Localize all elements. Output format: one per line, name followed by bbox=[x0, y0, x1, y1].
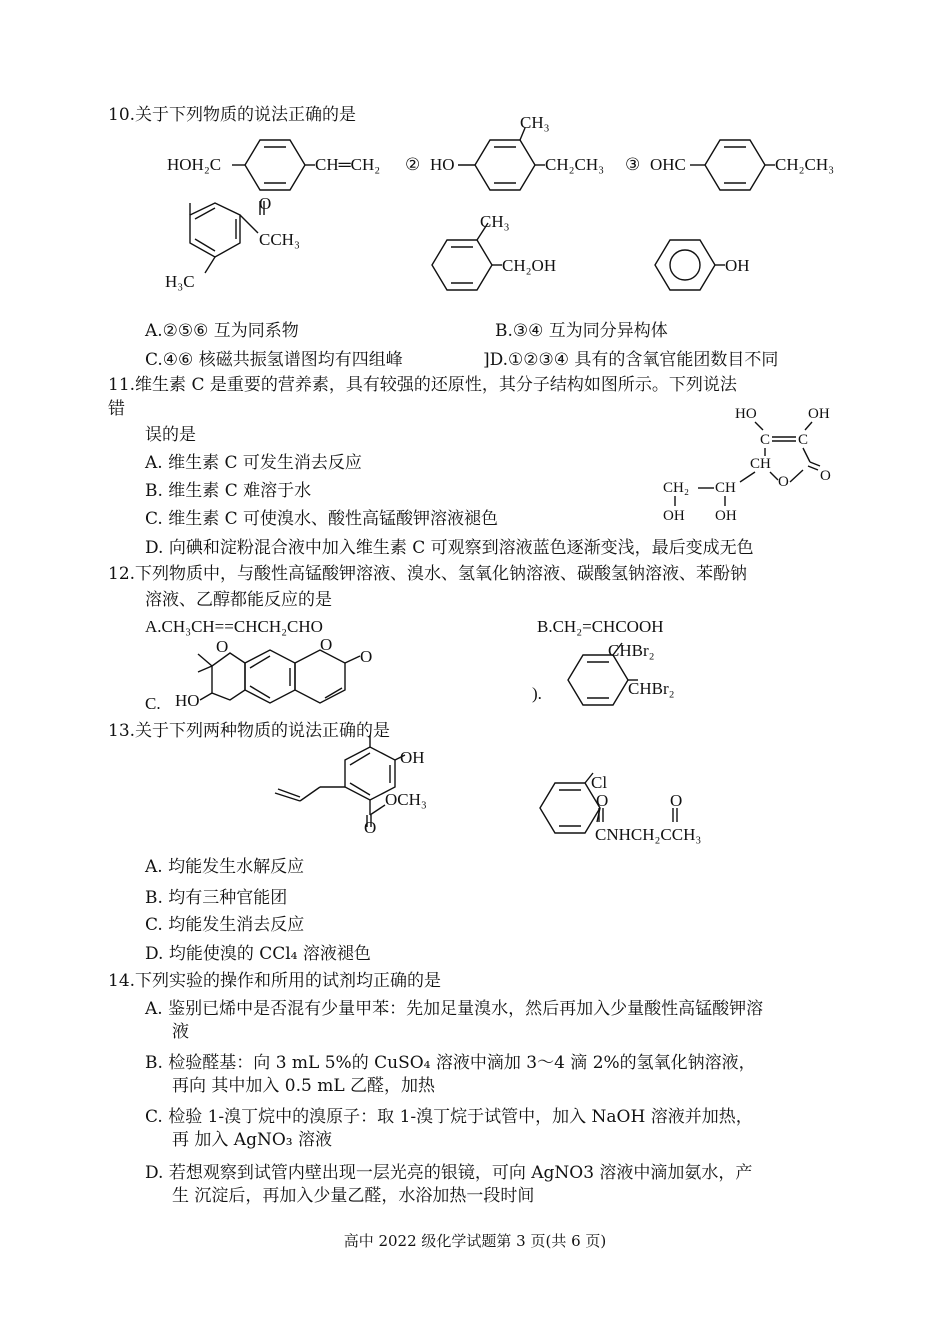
q11-option-d: D. 向碘和淀粉混合液中加入维生素 C 可观察到溶液蓝色逐渐变浅，最后变成无色 bbox=[145, 538, 754, 558]
m6-right: OH bbox=[725, 256, 750, 275]
q13-option-a: A. 均能发生水解反应 bbox=[145, 857, 305, 877]
q12-option-d-structure bbox=[560, 638, 710, 713]
svg-text:CH: CH bbox=[750, 456, 771, 472]
svg-text:OH: OH bbox=[400, 748, 425, 767]
m2-left: HO bbox=[430, 155, 455, 174]
svg-text:O: O bbox=[778, 474, 789, 490]
q10-molecules-row2 bbox=[160, 195, 800, 300]
svg-text:Cl: Cl bbox=[591, 773, 608, 792]
svg-text:HO: HO bbox=[175, 691, 200, 710]
q13-option-c: C. 均能发生消去反应 bbox=[145, 915, 305, 935]
n3: ③ bbox=[625, 155, 641, 174]
svg-text:CHBr₂: CHBr₂ bbox=[608, 641, 655, 660]
svg-text:OH: OH bbox=[663, 508, 685, 524]
q11-stem-line1: 11.维生素 C 是重要的营养素，具有较强的还原性，其分子结构如图所示。下列说法 bbox=[108, 375, 737, 395]
m4-bottom: H₃C bbox=[165, 272, 195, 291]
q12-option-c-structure bbox=[170, 635, 400, 718]
svg-text:O: O bbox=[364, 818, 377, 837]
q11-option-c: C. 维生素 C 可使溴水、酸性高锰酸钾溶液褪色 bbox=[145, 509, 499, 529]
q14-stem: 14.下列实验的操作和所用的试剂均正确的是 bbox=[108, 971, 442, 991]
q14-option-d-line2: 生 沉淀后，再加入少量乙醛，水浴加热一段时间 bbox=[172, 1186, 535, 1206]
q10-option-d: ]D.①②③④ 具有的含氧官能团数目不同 bbox=[483, 350, 779, 370]
q13-molecule-a bbox=[270, 735, 450, 835]
svg-text:CH: CH bbox=[715, 480, 736, 496]
q10-option-a: A.②⑤⑥ 互为同系物 bbox=[145, 321, 299, 341]
q12-stem-line1: 12.下列物质中，与酸性高锰酸钾溶液、溴水、氢氧化钠溶液、碳酸氢钠溶液、苯酚钠 bbox=[108, 564, 748, 584]
m5-top: CH₃ bbox=[480, 212, 510, 231]
svg-text:OH: OH bbox=[715, 508, 737, 524]
q14-option-a-line2: 液 bbox=[172, 1022, 189, 1042]
q14-option-c-line1: C. 检验 1-溴丁烷中的溴原子：取 1-溴丁烷于试管中，加入 NaOH 溶液并加热， bbox=[145, 1107, 753, 1127]
q12-option-d-label: ). bbox=[532, 684, 542, 703]
q12-option-c-label: C. bbox=[145, 694, 161, 713]
q10-molecules-row1 bbox=[160, 113, 850, 195]
m2-right: CH₂CH₃ bbox=[545, 155, 605, 174]
q12-option-b: B.CH₂=CHCOOH bbox=[537, 617, 664, 636]
q13-option-d: D. 均能使溴的 CCl₄ 溶液褪色 bbox=[145, 944, 371, 964]
q14-option-d-line1: D. 若想观察到试管内壁出现一层光亮的银镜，可向 AgNO3 溶液中滴加氨水，产 bbox=[145, 1163, 753, 1183]
vitamin-c-structure bbox=[660, 400, 850, 530]
q14-option-b-line2: 再向 其中加入 0.5 mL 乙醛，加热 bbox=[172, 1076, 436, 1096]
svg-text:O: O bbox=[596, 791, 609, 810]
svg-text:C: C bbox=[798, 432, 809, 448]
svg-text:OH: OH bbox=[808, 406, 830, 422]
n2: ② bbox=[405, 155, 421, 174]
svg-text:O: O bbox=[670, 791, 683, 810]
svg-text:O: O bbox=[320, 635, 333, 654]
svg-text:HO: HO bbox=[735, 406, 757, 422]
m1-right: CH═CH₂ bbox=[315, 155, 381, 174]
m2-top: CH₃ bbox=[520, 113, 550, 132]
q12-stem-line2: 溶液、乙醇都能反应的是 bbox=[145, 590, 332, 610]
q14-option-c-line2: 再 加入 AgNO₃ 溶液 bbox=[172, 1130, 332, 1150]
svg-text:O: O bbox=[360, 647, 373, 666]
q10-stem: 10.关于下列物质的说法正确的是 bbox=[108, 105, 357, 125]
m3-left: OHC bbox=[650, 155, 686, 174]
q14-option-b-line1: B. 检验醛基：向 3 mL 5%的 CuSO₄ 溶液中滴加 3～4 滴 2%的氢氧化钠溶液， bbox=[145, 1053, 756, 1073]
m1-left: HOH₂C bbox=[167, 155, 222, 174]
q14-option-a-line1: A. 鉴别已烯中是否混有少量甲苯：先加足量溴水，然后再加入少量酸性高锰酸钾溶 bbox=[145, 999, 764, 1019]
q11-stem-line3: 误的是 bbox=[145, 425, 196, 445]
m4-o: O bbox=[259, 194, 272, 213]
q11-option-a: A. 维生素 C 可发生消去反应 bbox=[145, 453, 362, 473]
q11-stem-line2: 错 bbox=[108, 399, 125, 419]
svg-text:CHBr₂: CHBr₂ bbox=[628, 679, 675, 698]
page-footer: 高中 2022 级化学试题第 3 页(共 6 页) bbox=[343, 1232, 607, 1250]
q13-option-b: B. 均有三种官能团 bbox=[145, 888, 288, 908]
svg-text:CH₂: CH₂ bbox=[663, 480, 690, 496]
q10-option-c: C.④⑥ 核磁共振氢谱图均有四组峰 bbox=[145, 350, 403, 370]
svg-text:C: C bbox=[760, 432, 771, 448]
m5-right: CH₂OH bbox=[502, 256, 557, 275]
m3-right: CH₂CH₃ bbox=[775, 155, 835, 174]
q10-option-b: B.③④ 互为同分异构体 bbox=[495, 321, 668, 341]
svg-text:OCH₃: OCH₃ bbox=[385, 790, 427, 809]
q13-stem: 13.关于下列两种物质的说法正确的是 bbox=[108, 721, 391, 741]
svg-text:CNHCH₂CCH₃: CNHCH₂CCH₃ bbox=[595, 825, 702, 844]
q12-option-a: A.CH₃CH==CHCH₂CHO bbox=[145, 617, 323, 636]
q11-option-b: B. 维生素 C 难溶于水 bbox=[145, 481, 312, 501]
svg-text:O: O bbox=[216, 637, 229, 656]
q13-molecule-b bbox=[535, 770, 735, 850]
svg-text:O: O bbox=[820, 468, 831, 484]
m4-right: CCH₃ bbox=[259, 230, 300, 249]
